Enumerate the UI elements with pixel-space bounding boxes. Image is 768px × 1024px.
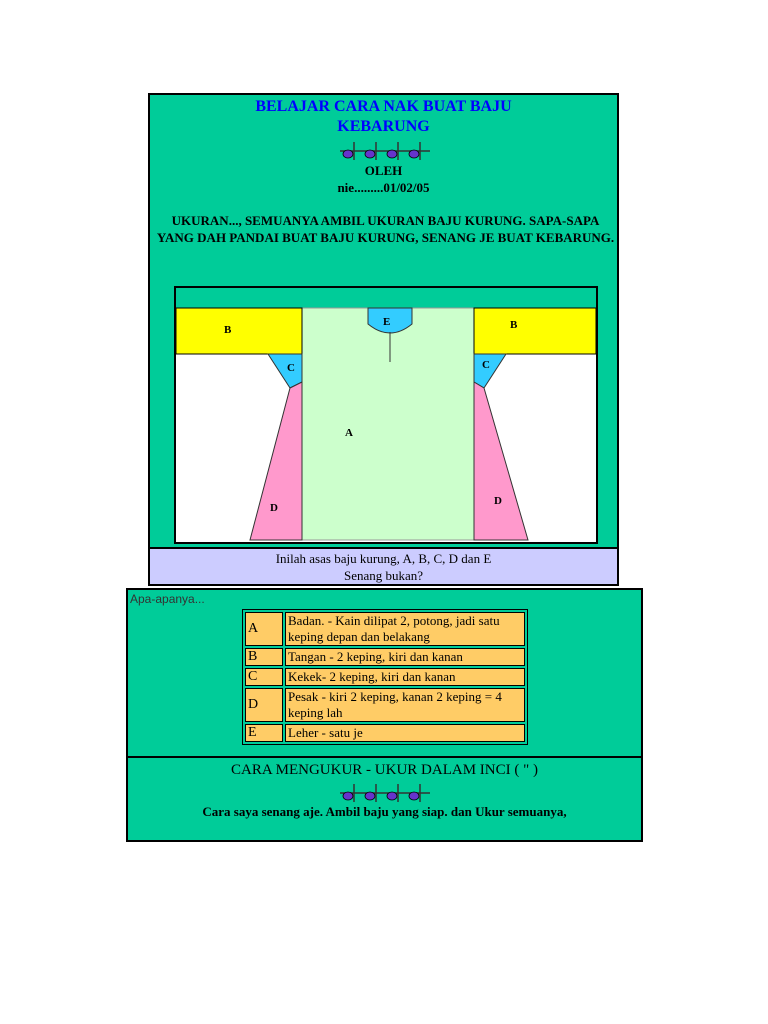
part-letter: E [245, 724, 283, 742]
label-b-right: B [510, 319, 518, 331]
label-e: E [383, 316, 391, 328]
decorative-divider-icon [340, 782, 430, 804]
table-row [245, 648, 525, 666]
side-piece-d-right [474, 382, 528, 540]
caption-line2: Senang bukan? [343, 568, 424, 583]
byline: OLEH [364, 163, 403, 178]
part-description: Leher - satu je [285, 724, 525, 742]
baju-kurung-diagram [174, 286, 598, 544]
label-a: A [345, 427, 353, 439]
measure-text: Cara saya senang aje. Ambil baju yang siap. dan Ukur semuanya, [202, 804, 567, 819]
diagram-caption [150, 547, 617, 584]
part-letter: A [245, 612, 283, 646]
page-title-line2: KEBARUNG [337, 118, 430, 135]
page-title-line1: BELAJAR CARA NAK BUAT BAJU [255, 98, 512, 115]
label-b-left: B [224, 324, 232, 336]
label-d-right: D [494, 495, 502, 507]
sleeve-piece-b-left [176, 308, 302, 354]
part-description: Badan. - Kain dilipat 2, potong, jadi satu keping depan dan belakang [285, 612, 525, 646]
part-description: Kekek- 2 keping, kiri dan kanan [285, 668, 525, 686]
body-piece-a [302, 308, 474, 540]
gusset-piece-c-right [474, 354, 506, 388]
label-c-left: C [287, 362, 295, 374]
table-row [245, 668, 525, 686]
side-piece-d-left [250, 382, 302, 540]
header-panel [148, 93, 619, 586]
author-date: nie.........01/02/05 [337, 180, 430, 195]
gusset-piece-c-left [268, 354, 302, 388]
parts-table [242, 609, 528, 745]
diagram-top-strip [176, 288, 596, 308]
parts-intro: Apa-apanya... [130, 592, 205, 606]
part-description: Pesak - kiri 2 keping, kanan 2 keping = 4 keping lah [285, 688, 525, 722]
part-letter: D [245, 688, 283, 722]
table-row [245, 612, 525, 646]
intro-text: UKURAN..., SEMUANYA AMBIL UKURAN BAJU KURUNG. SAPA-SAPA YANG DAH PANDAI BUAT BAJU KURUNG, SENANG JE BUAT KEBARUNG. [156, 213, 615, 245]
part-letter: C [245, 668, 283, 686]
table-row [245, 688, 525, 722]
section-divider [128, 756, 641, 758]
caption-line1: Inilah asas baju kurung, A, B, C, D dan E [275, 551, 492, 566]
label-c-right: C [482, 359, 490, 371]
measure-heading: CARA MENGUKUR - UKUR DALAM INCI ( " ) [231, 762, 538, 778]
parts-panel [126, 588, 643, 842]
sleeve-piece-b-right [474, 308, 596, 354]
part-letter: B [245, 648, 283, 666]
table-row [245, 724, 525, 742]
part-description: Tangan - 2 keping, kiri dan kanan [285, 648, 525, 666]
label-d-left: D [270, 502, 278, 514]
decorative-divider-icon [340, 140, 430, 162]
